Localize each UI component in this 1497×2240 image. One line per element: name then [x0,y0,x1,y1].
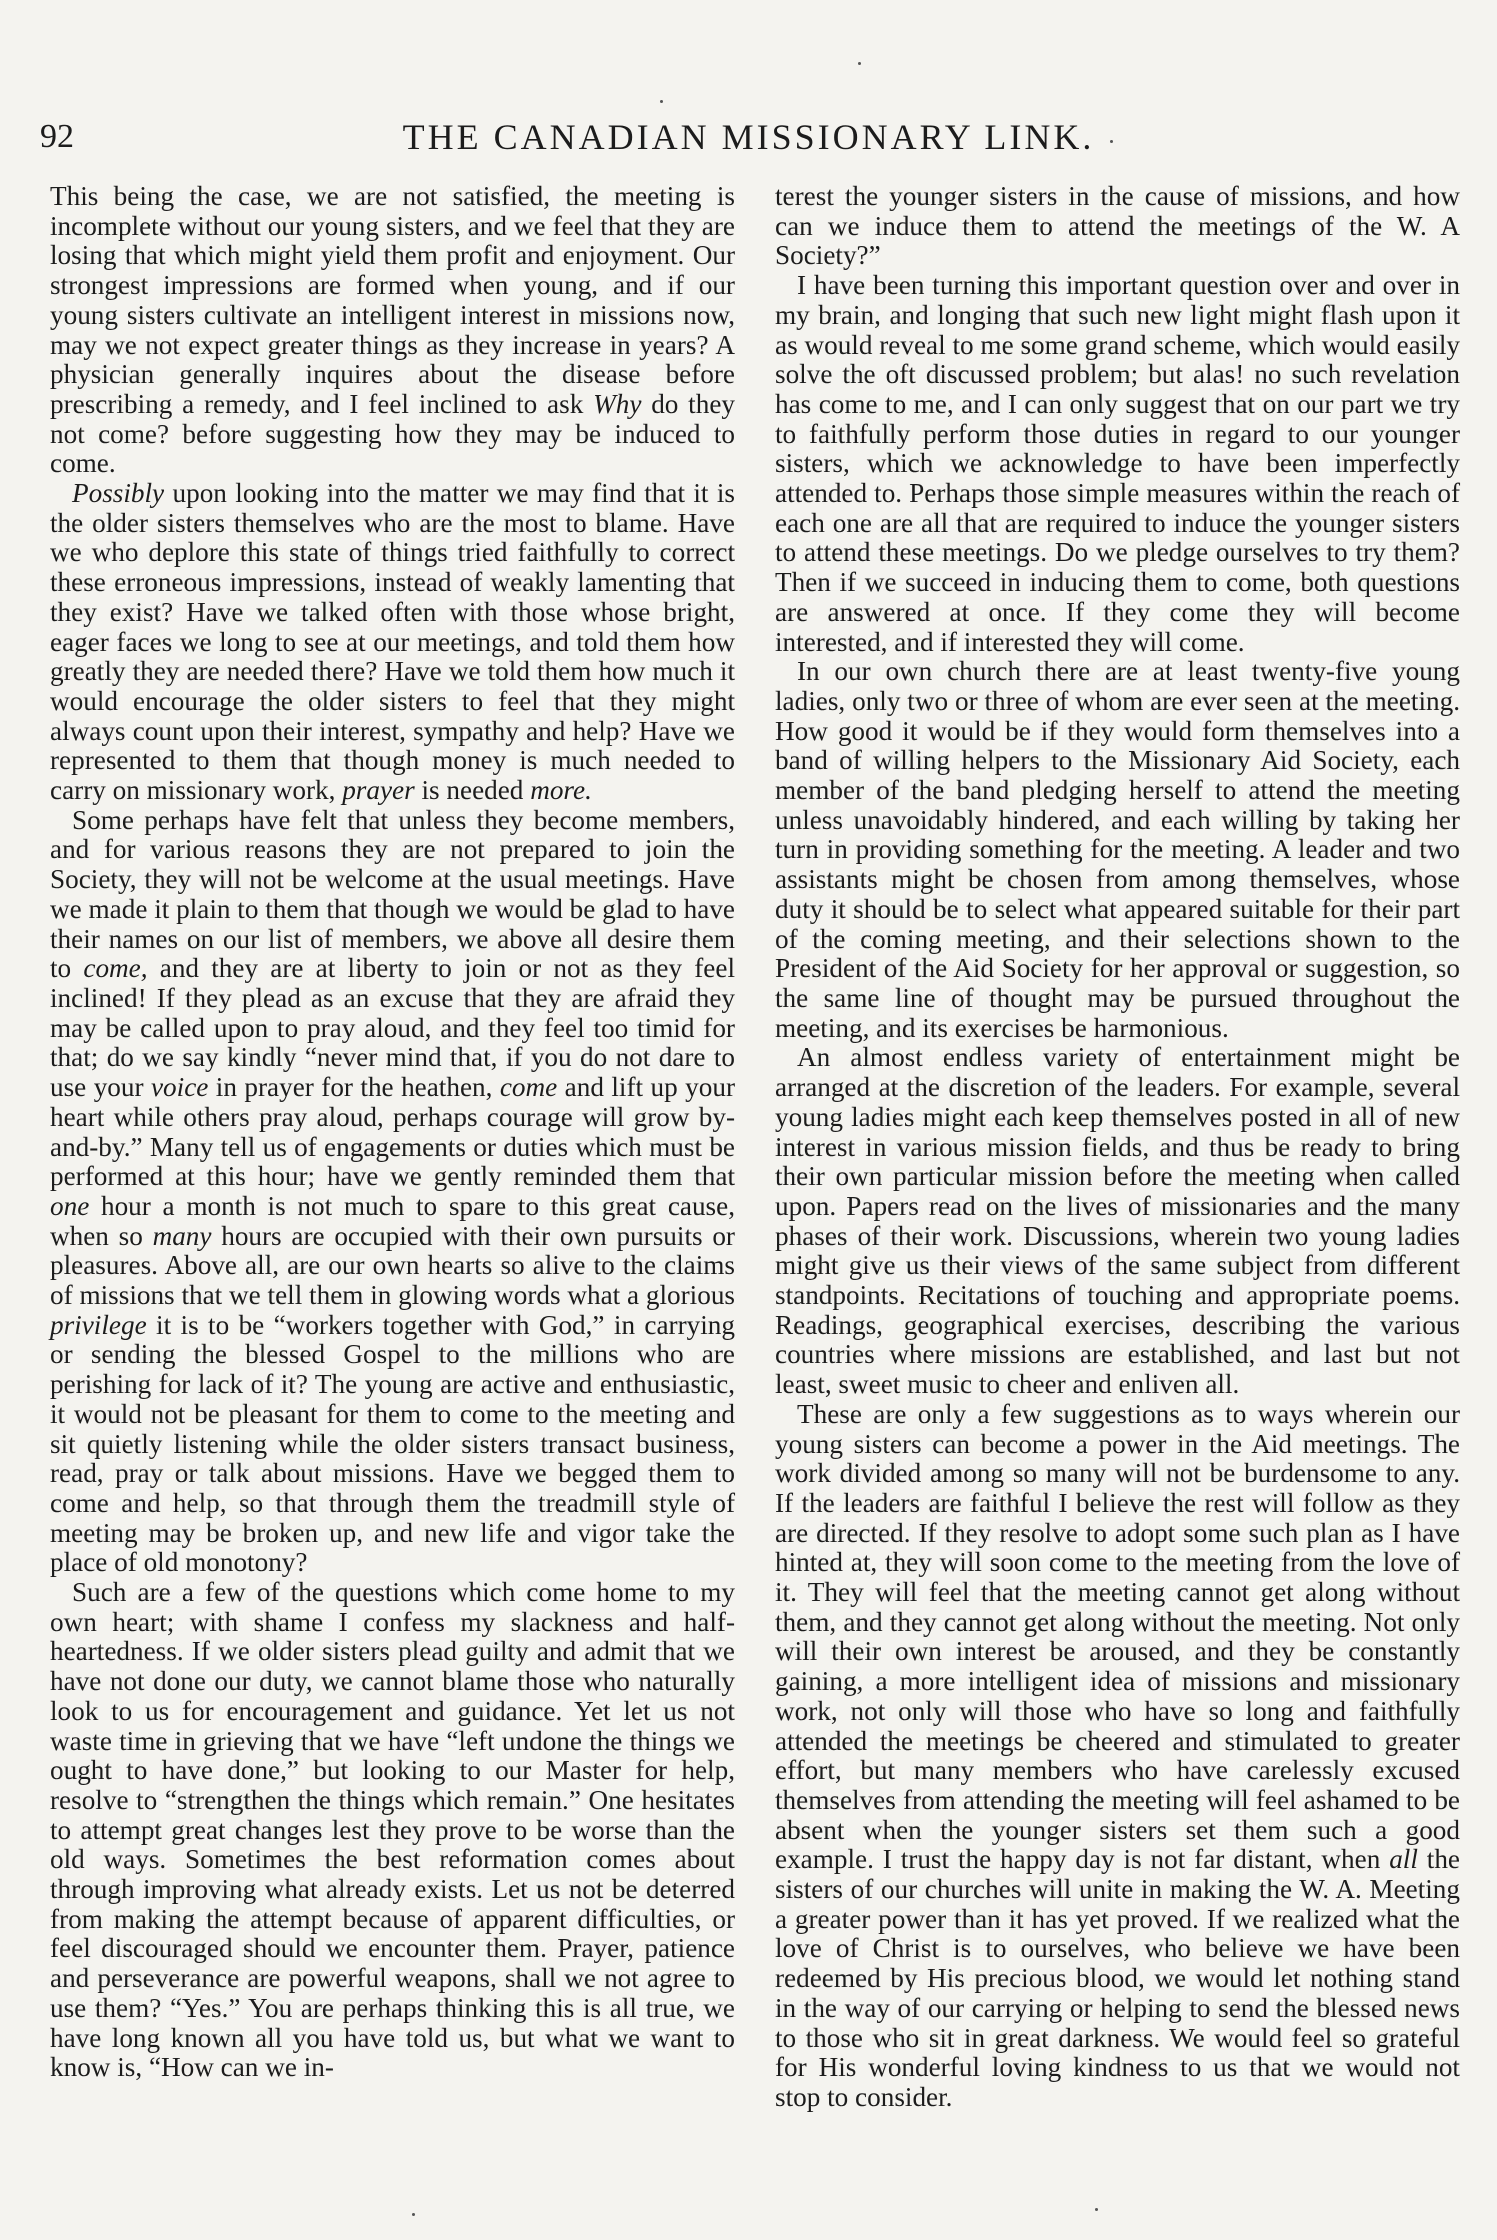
running-title: THE CANADIAN MISSIONARY LINK. [402,117,1095,157]
page-number: 92 [40,118,74,155]
scan-speck [858,62,861,65]
italic-text: one [50,1190,90,1221]
italic-text: privilege [50,1309,147,1340]
italic-text: come [499,1072,558,1103]
text-run: This being the case, we are not satisfied, the meeting is incomplete without our young sisters, and we feel that they are losing that which might yield them profit and enjoyment. Our strongest impressions are formed when young, and if our young sisters cultivate an intelligent interest in missions now, may we not expect greater things as they increase in years? A physician generally inquires about the disease before prescribing a remedy, and I feel inclined to ask [50,181,735,419]
italic-text: voice [150,1072,209,1103]
italic-text: all [1389,1844,1418,1875]
text-run: I have been turning this important question over and over in my brain, and longing that such new light might flash upon it as would reveal to me some grand scheme, which would easily solve the oft discussed problem; but alas! no such revelation has come to me, and I can only suggest that on our part we try to faithfully perform those duties in regard to our younger sisters, which we acknowledge to have been imperfectly attended to. Perhaps those simple measures within the reach of each one are all that are required to induce the younger sisters to attend these meetings. Do we pledge ourselves to try them? Then if we succeed in inducing them to come, both questions are answered at once. If they come they will become interested, and if interested they will come. [775,270,1460,657]
text-run: Such are a few of the questions which come home to my own heart; with shame I confess my slackness and half-heartedness. If we older sisters plead guilty and admit that we have not done our duty, we cannot blame those who naturally look to us for encouragement and guidance. Yet let us not waste time in grieving that we have “left undone the things we ought to have done,” but looking to our Master for help, resolve to “strengthen the things which remain.” One hesitates to attempt great changes lest they prove to be worse than the old ways. Sometimes the best reformation comes about through improving what already exists. Let us not be deterred from making the attempt because of apparent difficulties, or feel discouraged should we encounter them. Prayer, patience and perseverance are powerful weapons, shall we not agree to use them? “Yes.” You are perhaps thinking this is all true, we have long known all you have told us, but what we want to know is, “How can we in- [50,1577,735,2083]
scan-speck [1110,140,1113,143]
italic-text: prayer [342,775,415,806]
text-run: In our own church there are at least twenty-five young ladies, only two or three of whom are ever seen at the meeting. How good it would be if they would form themselves into a band of willing helpers to the Missionary Aid Society, each member of the band pledging herself to attend the meeting unless unavoidably hindered, and each willing by taking her turn in providing something for the meeting. A leader and two assistants might be chosen from among themselves, whose duty it should be to select what appeared suitable for their part of the coming meeting, and their selections shown to the President of the Aid Society for her approval or suggestion, so the same line of thought may be pursued throughout the meeting, and its exercises be harmonious. [775,656,1460,1043]
right-column [775,182,1460,2197]
article-paragraph [775,271,1460,657]
scan-speck [412,2213,415,2216]
scan-speck [660,100,663,103]
text-run: and they are at liberty to join or not as they feel inclined! If they plead as an excuse that they are afraid they may be called upon to pray aloud, and they feel too timid for that; do we say kindly “never mind that, if you do not dare to use your [50,953,735,1103]
article-paragraph [775,657,1460,1043]
article-paragraph [50,806,735,1578]
article-paragraph [50,479,735,806]
article-paragraph [775,1043,1460,1399]
left-column [50,182,735,2197]
text-run: Some perhaps have felt that unless they become members, and for various reasons they are not prepared to join the Society, they will not be welcome at the usual meetings. Have we made it plain to them that though we would be glad to have their names on our list of members, we above all desire them to [50,804,735,984]
text-run: terest the younger sisters in the cause of missions, and how can we induce them to attend the meetings of the W. A Society?” [775,181,1460,271]
text-run: and lift up your heart while others pray aloud, perhaps courage will grow by-and-by.” Many tell us of engagements or duties which must be performed at this hour; have we gently reminded them that [50,1072,736,1192]
text-run: upon looking into the matter we may find that it is the older sisters themselves who are the most to blame. Have we who deplore this state of things tried faithfully to correct these erroneous impressions, instead of weakly lamenting that they exist? Have we talked often with those whose bright, eager faces we long to see at our meetings, and told them how greatly they are needed there? Have we told them how much it would encourage the older sisters to feel that they might always count upon their interest, sympathy and help? Have we represented to them that though money is much needed to carry on missionary work, [50,478,735,806]
scan-speck [1095,2208,1098,2211]
italic-text: come, [83,953,148,984]
text-run: is needed [414,775,531,806]
text-run: These are only a few suggestions as to ways wherein our young sisters can become a power in the Aid meetings. The work divided among so many will not be burdensome to any. If the leaders are faithful I believe the rest will follow as they are directed. If they resolve to adopt some such plan as I have hinted at, they will soon come to the meeting from the love of it. They will feel that the meeting cannot get along without them, and they cannot get along without the meeting. Not only will their own interest be aroused, and they be constantly gaining, a more intelligent idea of missions and missionary work, not only will those who have so long and faithfully attended the meetings be cheered and stimulated to greater effort, but many members who have carelessly excused themselves from attending the meeting will feel ashamed to be absent when the younger sisters set them such a good example. I trust the happy day is not far distant, when [775,1398,1460,1875]
italic-text: Possibly [72,478,165,509]
article-paragraph [50,182,735,479]
text-run: hours are occupied with their own pursuits or pleasures. Above all, are our own hearts so alive to the claims of missions that we tell them in glowing words what a glorious [50,1220,735,1311]
italic-text: more. [530,775,592,806]
article-paragraph [775,182,1460,271]
italic-text: many [152,1220,212,1251]
italic-text: Why [593,388,642,419]
article-paragraph [50,1578,735,2083]
text-run: An almost endless variety of entertainment might be arranged at the discretion of the leaders. For example, several young ladies might each keep themselves posted in all of new interest in various mission fields, and thus be ready to bring their own particular mission before the meeting when called upon. Papers read on the lives of missionaries and the many phases of their work. Discussions, wherein two young ladies might give us their views of the same subject from different standpoints. Recitations of touching and appropriate poems. Readings, geographical exercises, describing the various countries where missions are established, and last but not least, sweet music to cheer and enliven all. [775,1042,1460,1400]
text-run: it is to be “workers together with God,” in carrying or sending the blessed Gospel to the millions who are perishing for lack of it? The young are active and enthusiastic, it would not be pleasant for them to come to the meeting and sit quietly listening while the older sisters transact business, read, pray or talk about missions. Have we begged them to come and help, so that through them the treadmill style of meeting may be broken up, and new life and vigor take the place of old monotony? [50,1309,735,1578]
text-run: hour a month is not much to spare to this great cause, when so [50,1190,735,1251]
text-run: do they not come? before suggesting how they may be induced to come. [50,388,735,479]
article-paragraph [775,1400,1460,2113]
text-run: the sisters of our churches will unite in making the W. A. Meeting a greater power than it has yet proved. If we realized what the love of Christ is to ourselves, who believe we have been redeemed by His precious blood, we would let nothing stand in the way of our carrying or helping to send the blessed news to those who sit in great darkness. We would feel so grateful for His wonderful loving kindness to us that we would not stop to consider. [775,1844,1460,2112]
text-run: in prayer for the heathen, [208,1072,500,1103]
